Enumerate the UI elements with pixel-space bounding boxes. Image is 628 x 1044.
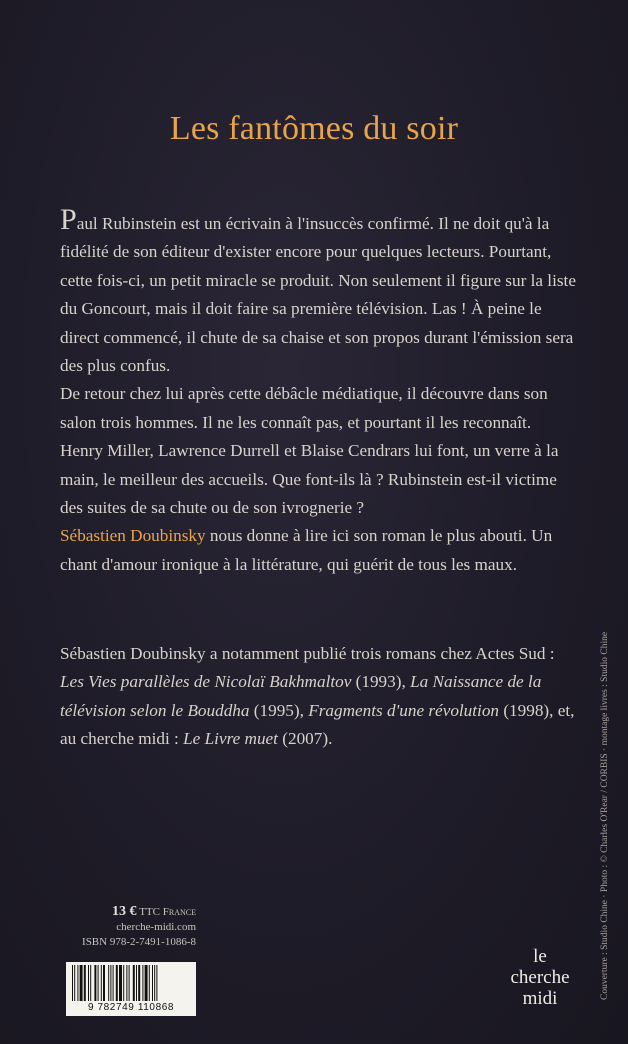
bio-book-2: La Naissance de la télévision selon le Bouddha	[60, 672, 542, 720]
bio-year-3: (1998), et, au cherche midi :	[60, 700, 575, 749]
author-name: Sébastien Doubinsky	[60, 526, 206, 546]
price-block	[82, 904, 196, 950]
author-bio-text	[60, 640, 576, 754]
drop-cap: P	[60, 203, 77, 236]
price: 13 €	[111, 904, 137, 919]
price-line	[82, 904, 196, 920]
publisher-website: cherche-midi.com	[116, 921, 196, 933]
blurb-paragraph-1-text: aul Rubinstein est un écrivain à l'insuccès confirmé. Il ne doit qu'à la fidélité de son éditeur d'exister encore pour quelques lecteurs. Pourtant, cette fois-ci, un petit miracle se produit. Non seulement il figure sur la liste du Goncourt, mais il doit faire sa première télévision. Las ! À peine le direct commencé, il chute de sa chaise et son propos durant l'émission sera des plus confus.	[60, 214, 576, 376]
publisher-logo-line-1: le	[533, 946, 547, 967]
bio-year-1: (1993),	[351, 672, 411, 692]
blurb	[60, 203, 576, 579]
bio-year-2: (1995),	[249, 700, 309, 720]
book-title: Les fantômes du soir	[169, 110, 459, 147]
barcode-number: 9 782749 110868	[87, 1002, 175, 1013]
bio-book-4: Le Livre muet	[183, 729, 278, 749]
author-bio	[60, 640, 576, 754]
barcode-bars	[70, 965, 192, 1001]
blurb-paragraph-2: De retour chez lui après cette débâcle médiatique, il découvre dans son salon trois hommes. Il ne les connaît pas, et pourtant il les reconnaît. Henry Miller, Lawrence Durrell et Blaise Cendrars lui font, un verre à la main, le meilleur des accueils. Que font-ils là ? Rubinstein est-il victime des suites de sa chute ou de son ivrognerie ?	[60, 384, 559, 518]
price-tax: TTC France	[139, 906, 196, 918]
blurb-paragraph-3-text: nous donne à lire ici son roman le plus abouti. Un chant d'amour ironique à la littérature, qui guérit de tous les maux.	[60, 526, 553, 574]
bio-year-4: (2007).	[277, 729, 333, 749]
bio-book-1: Les Vies parallèles de Nicolaï Bakhmaltov	[60, 672, 352, 692]
publisher-logo	[500, 946, 580, 1009]
publisher-logo-line-2: cherche	[510, 967, 570, 988]
blurb-paragraph-3	[60, 522, 576, 579]
barcode	[66, 962, 196, 1016]
publisher-logo-line-3: midi	[522, 988, 558, 1009]
isbn: ISBN 978-2-7491-1086-8	[82, 936, 196, 948]
bio-intro: Sébastien Doubinsky a notamment publié trois romans chez Actes Sud :	[60, 644, 555, 663]
blurb-paragraph-1	[60, 203, 576, 380]
cover-credits: Couverture : Studio Chine · Photo : © Charles O'Rear / CORBIS · montage livres : Studio Chine	[600, 631, 610, 1000]
bio-book-3: Fragments d'une révolution	[308, 700, 500, 720]
